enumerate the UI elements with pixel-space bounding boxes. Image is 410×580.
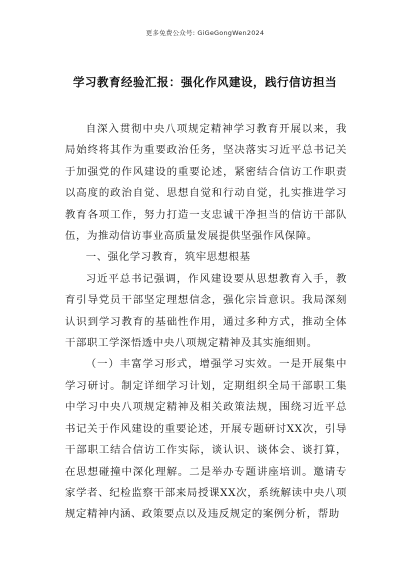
paragraph-subsection-1: （一）丰富学习形式，增强学习实效。一是开展集中学习研讨。制定详细学习计划，定期组织全局干部职工集中学习中央八项规定精神及相关政策法规，围绕习近平总书记关于作风建设的重要论述，开展专题研讨XX次，引导干部职工结合信访工作实际，谈认识、谈体会、谈打算，在思想碰撞中深化理解。二是举办专题讲座培训。邀请专家学者、纪检监察干部来局授课XX次，系统解读中央八项规定精神内涵、政策要点以及违反规定的案例分析，帮助 — [65, 358, 347, 521]
document-body — [65, 119, 347, 526]
paragraph-section-intro: 习近平总书记强调，作风建设要从思想教育入手，教育引导党员干部坚定理想信念，强化宗旨意识。我局深刻认识到学习教育的基础性作用，通过多种方式，推动全体干部职工学深悟透中央八项规定精神及其实施细则。 — [65, 272, 347, 350]
document-title: 学习教育经验汇报：强化作风建设，践行信访担当 — [73, 75, 337, 89]
paragraph-intro: 自深入贯彻中央八项规定精神学习教育开展以来，我局始终将其作为重要政治任务，坚决落实习近平总书记关于加强党的作风建设的重要论述，紧密结合信访工作职责以高度的政治自觉、思想自觉和行动自觉，扎实推进学习教育各项工作，努力打造一支忠诚干净担当的信访干部队伍，为推动信访事业高质量发展提供坚强作风保障。 — [65, 123, 347, 243]
section-heading: 一、强化学习教育，筑牢思想根基 — [85, 251, 251, 264]
header-note: 更多免费公众号: GiGeGongWen2024 — [145, 29, 265, 37]
